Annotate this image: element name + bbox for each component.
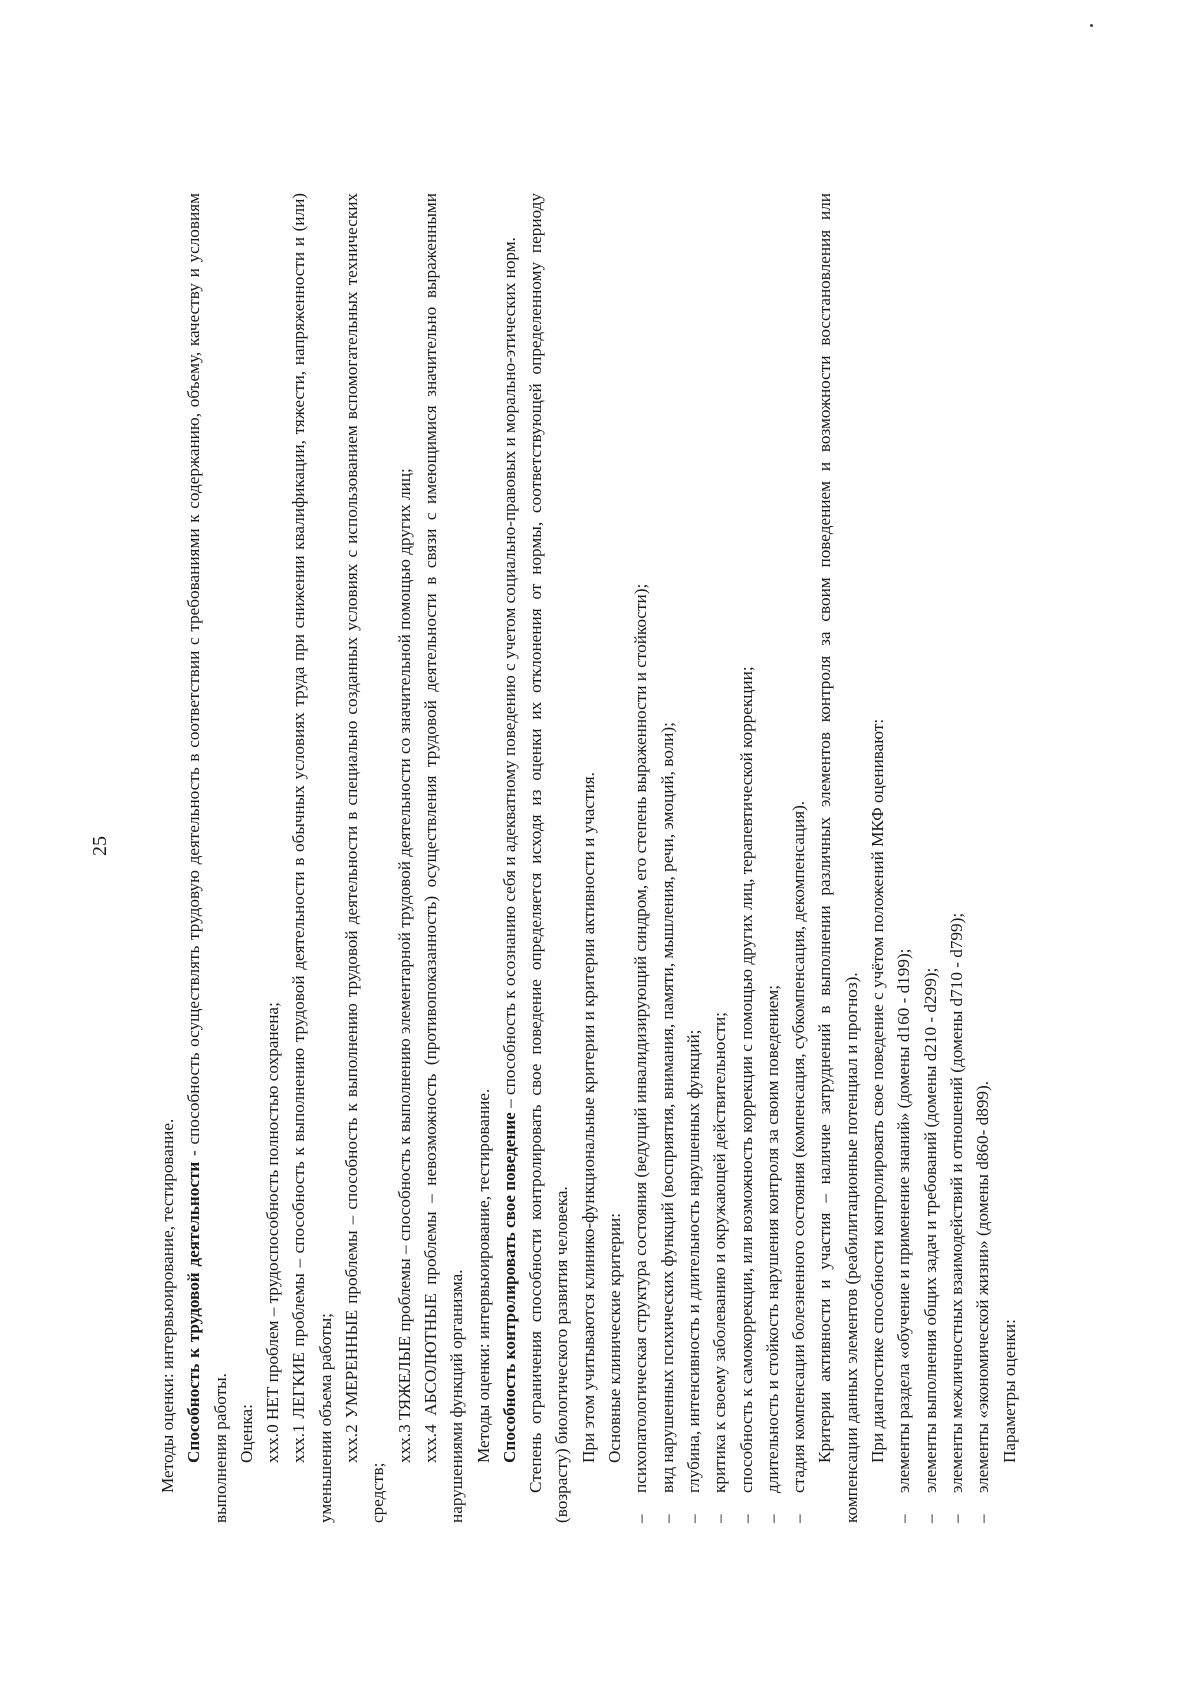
list-item: [918, 193, 944, 1523]
paragraph-text: элементы межличностных взаимодействий и отношений (домены d710 - d799);: [946, 912, 966, 1493]
paragraph: [418, 193, 471, 1523]
list-item: [628, 193, 654, 1523]
paragraph: [155, 193, 181, 1523]
paragraph-text: Оценка:: [236, 1404, 256, 1463]
paragraph-text: xxx.0 НЕТ проблем – трудоспособность полностью сохранена;: [263, 1002, 283, 1463]
paragraph-text: психопатологическая структура состояния (ведущий инвалидизирующий синдром, его степень выраженности и стойкости);: [631, 583, 651, 1493]
list-dash: –: [920, 1514, 940, 1523]
page-number: 25: [89, 836, 111, 856]
paragraph-text: При этом учитываются клинико-функциональные критерии и критерии активности и участия.: [578, 772, 598, 1463]
list-item: [944, 193, 970, 1523]
paragraph: [392, 193, 418, 1523]
paragraph-text: Степень ограничения способности контролировать свое поведение определяется исходя из оценки их отклонения от нормы, соответствующей определенному периоду (возрасту) биологического развития человека.: [526, 193, 572, 1523]
paragraph-text: глубина, интенсивность и длительность нарушенных функций;: [683, 1029, 703, 1493]
paragraph: [576, 193, 602, 1523]
paragraph-text: Основные клинические критерии:: [605, 1213, 625, 1463]
paragraph-text: xxx.1 ЛЕГКИЕ проблемы – способность к выполнению трудовой деятельности в обычных условиях труда при снижении квалификации, тяжести, напряженности и (или) уменьшении объема работы;: [289, 193, 335, 1523]
list-dash: –: [736, 1514, 756, 1523]
list-dash: –: [683, 1514, 703, 1523]
list-item: [655, 193, 681, 1523]
paragraph: [234, 193, 260, 1523]
paragraph: [602, 193, 628, 1523]
paragraph-text: При диагностике способности контролировать свое поведение с учётом положений МКФ оценивают:: [868, 718, 888, 1463]
list-dash: –: [762, 1514, 782, 1523]
list-dash: –: [946, 1514, 966, 1523]
list-dash: –: [710, 1514, 730, 1523]
paragraph-text: - способность осуществлять трудовую деятельность в соответствии с требованиями к содержанию, объему, качеству и условиям выполнения работы.: [184, 193, 230, 1523]
paragraph-text: xxx.2 УМЕРЕННЫЕ проблемы – способность к выполнению трудовой деятельности в специально созданных условиях с использованием вспомогательных технических средств;: [342, 193, 388, 1523]
list-dash: –: [657, 1514, 677, 1523]
list-item: [707, 193, 733, 1523]
bold-term: Способность к трудовой деятельности: [184, 1161, 204, 1463]
paragraph-text: элементы «экономической жизни» (домены d860- d899).: [973, 1080, 993, 1493]
paragraph-text: критика к своему заболеванию и окружающей действительности;: [710, 1012, 730, 1493]
paragraph: [997, 193, 1023, 1523]
paragraph-text: Методы оценки: интервьюирование, тестирование.: [158, 1118, 177, 1493]
paragraph: [286, 193, 339, 1523]
list-dash: –: [973, 1514, 993, 1523]
list-item: [891, 193, 917, 1523]
paragraph: [339, 193, 392, 1523]
paragraph: [497, 193, 523, 1523]
list-item: [760, 193, 786, 1523]
paragraph: [523, 193, 576, 1523]
paragraph-text: способность к самокоррекции, или возможность коррекции с помощью других лиц, терапевтической коррекции;: [736, 666, 756, 1493]
paragraph: [260, 193, 286, 1523]
paragraph-text: элементы выполнения общих задач и требований (домены d210 - d299);: [920, 967, 940, 1493]
list-item: [734, 193, 760, 1523]
paragraph-text: Методы оценки: интервьюирование, тестирование.: [473, 1088, 493, 1463]
bold-term: Способность контролировать свое поведение: [499, 1112, 519, 1463]
list-dash: –: [894, 1514, 914, 1523]
list-dash: –: [789, 1514, 809, 1523]
paragraph-text: Критерии активности и участия – наличие затруднений в выполнении различных элементов контроля за своим поведением и возможности восстановления или компенсации данных элементов (реабилитационные потенциал и прогноз).: [815, 193, 861, 1523]
paragraph-text: xxx.3 ТЯЖЕЛЫЕ проблемы – способность к выполнению элементарной трудовой деятельности со значительной помощью других лиц;: [394, 468, 414, 1463]
paragraph: [471, 193, 497, 1523]
list-item: [786, 193, 812, 1523]
paragraph-text: вид нарушенных психических функций (восприятия, внимания, памяти, мышления, речи, эмоций, воли);: [657, 722, 677, 1493]
list-item: [970, 193, 996, 1523]
list-dash: –: [631, 1514, 651, 1523]
paragraph-text: Параметры оценки:: [999, 1319, 1019, 1463]
list-item: [681, 193, 707, 1523]
scan-speck: [1090, 24, 1093, 27]
paragraph: [812, 193, 865, 1523]
paragraph-text: xxx.4 АБСОЛЮТНЫЕ проблемы – невозможность (противопоказанность) осуществления трудовой деятельности в связи с имеющимися значительно выраженными нарушениями функций организма.: [420, 193, 467, 1523]
paragraph-text: длительность и стойкость нарушения контроля за своим поведением;: [762, 984, 782, 1493]
paragraph-text: элементы раздела «обучение и применение знаний» (домены d160 - d199);: [894, 948, 914, 1493]
paragraph-text: стадия компенсации болезненного состояния (компенсация, субкомпенсация, декомпенсация).: [789, 800, 809, 1493]
paragraph: [181, 193, 234, 1523]
document-body: [155, 193, 1023, 1523]
paragraph: [865, 193, 891, 1523]
paragraph-text: – способность к осознанию себя и адекватному поведению с учетом социально-правовых и морально-этических норм.: [499, 237, 519, 1113]
